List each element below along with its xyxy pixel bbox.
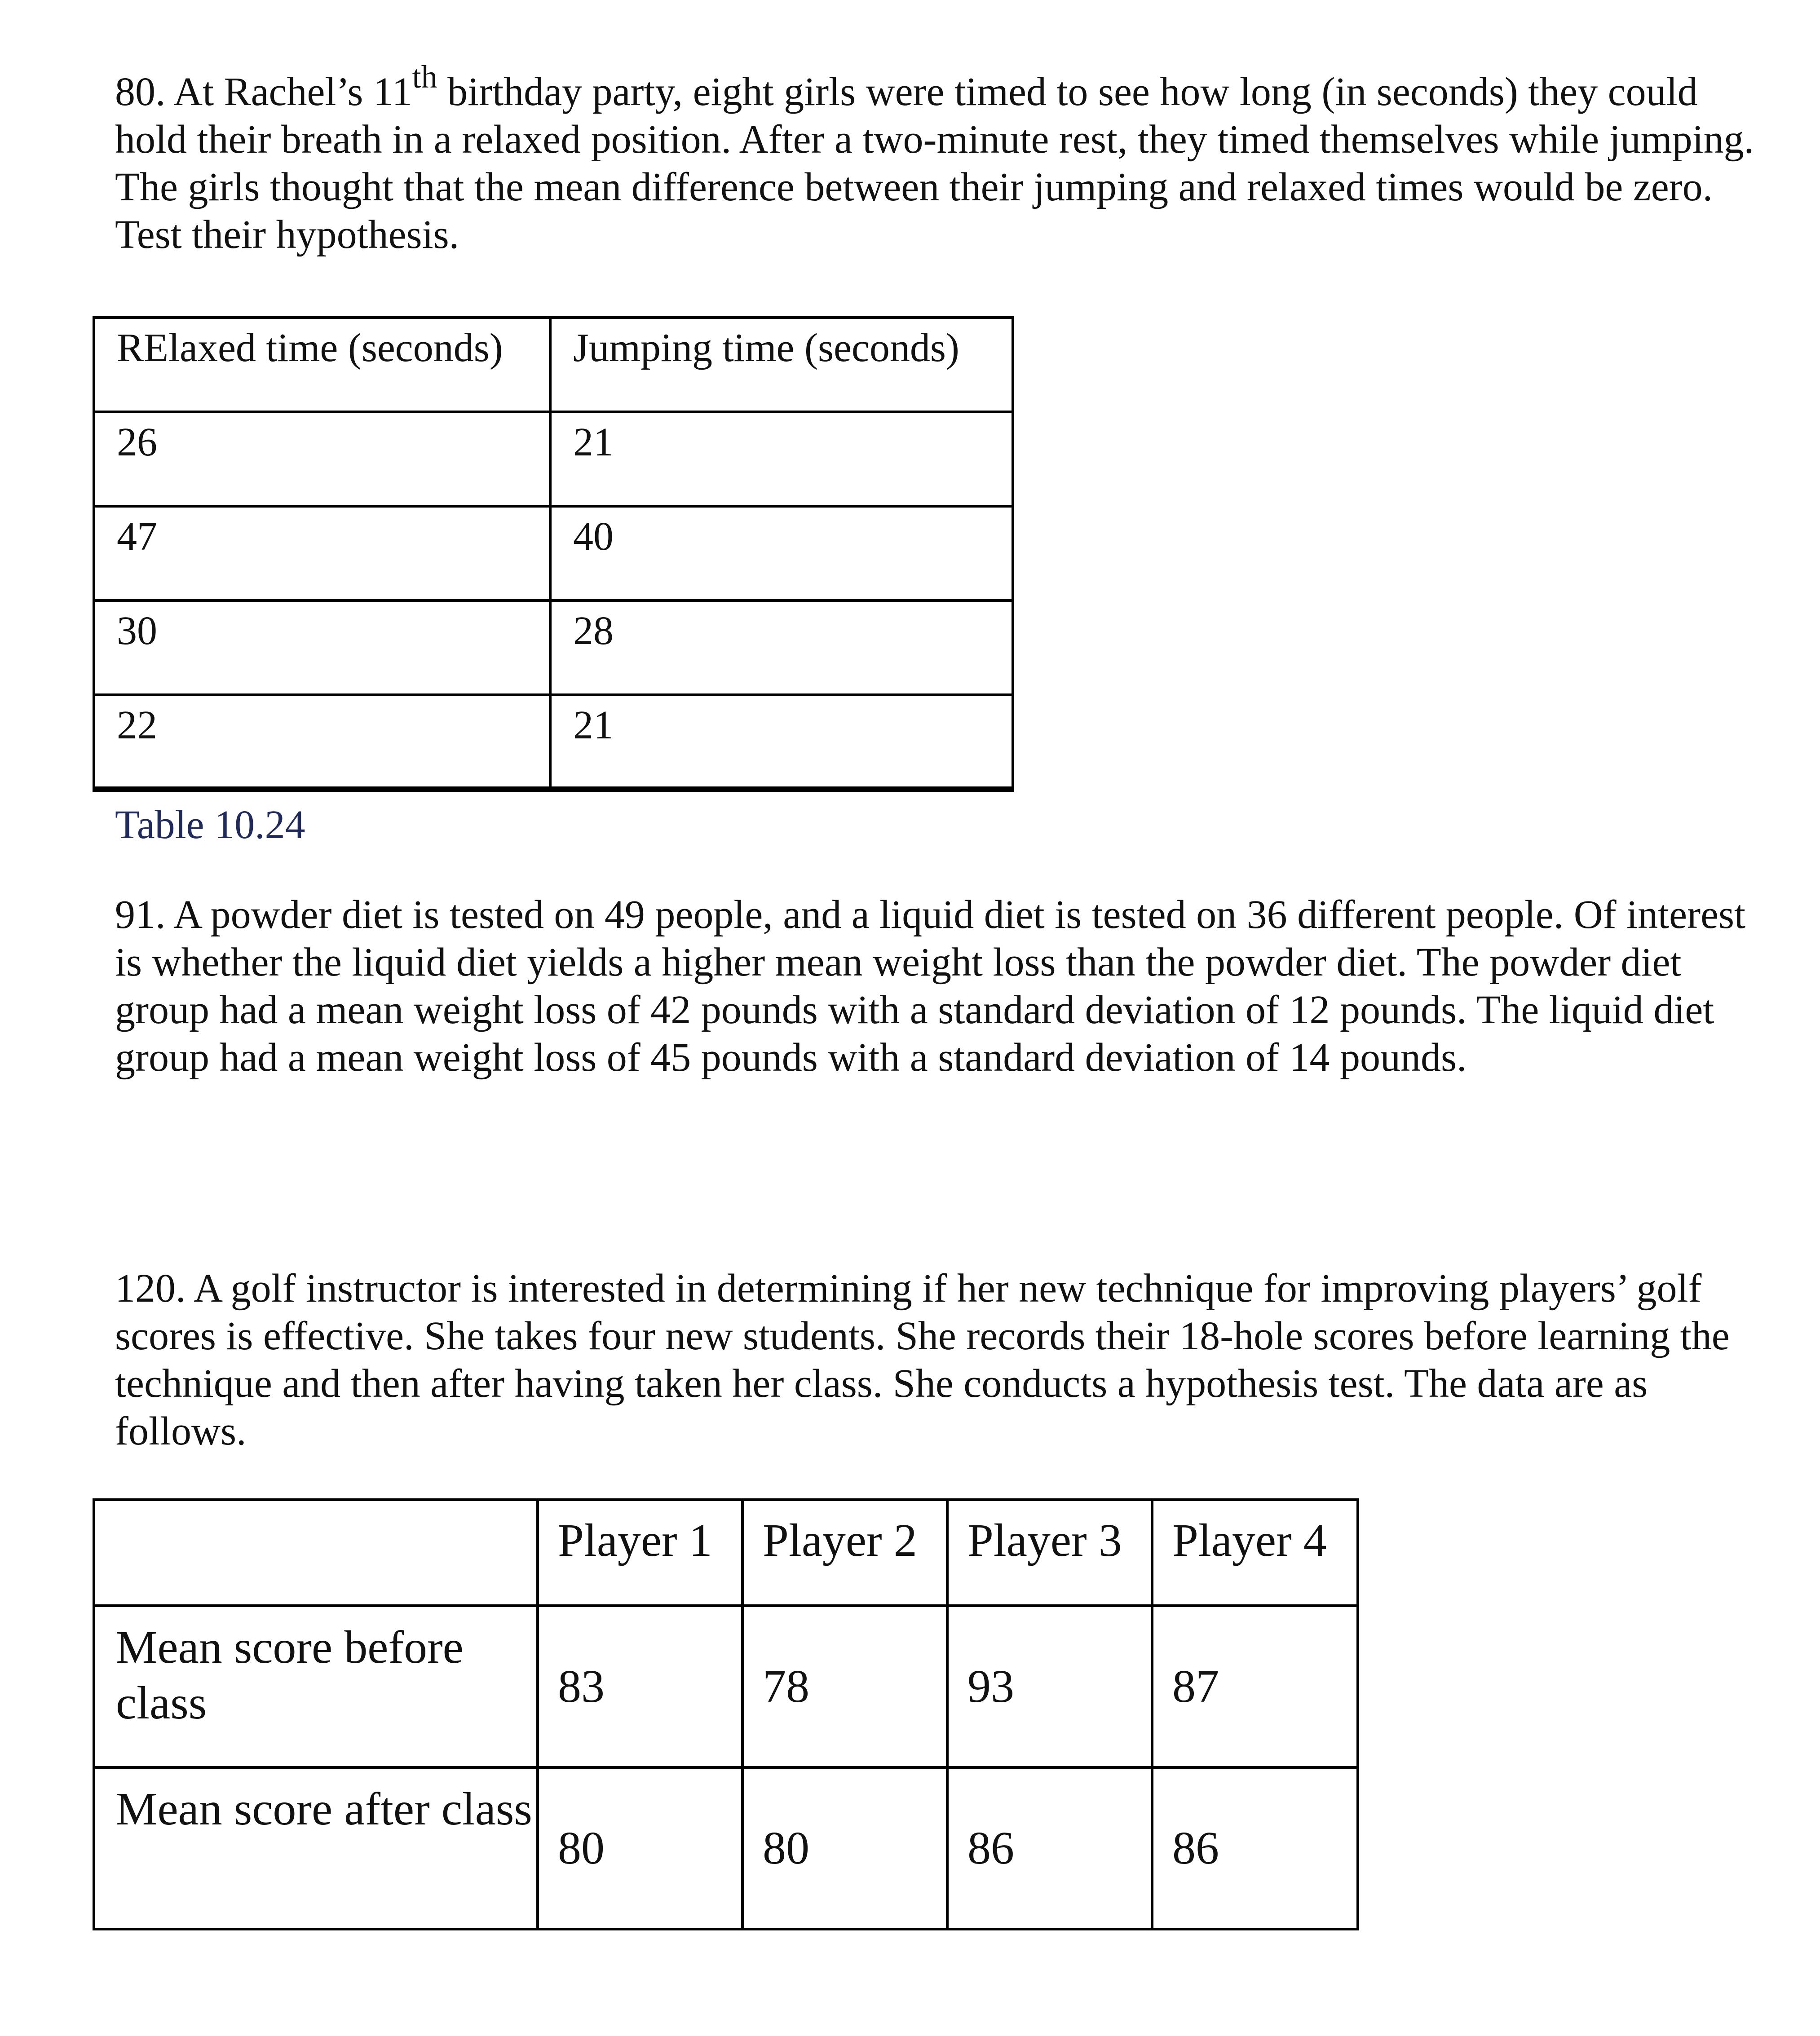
relaxed-time-cell: 30	[94, 601, 550, 695]
column-header-jumping: Jumping time (seconds)	[550, 318, 1013, 412]
column-header-player-1: Player 1	[538, 1500, 742, 1606]
score-cell: 86	[1152, 1767, 1358, 1929]
row-label-before: Mean score before class	[94, 1606, 538, 1767]
golf-scores-table	[93, 1498, 1359, 1930]
table-header-row	[94, 318, 1013, 412]
score-cell: 80	[742, 1767, 947, 1929]
question-120-text: 120. A golf instructor is interested in determining if her new technique for improving players’ golf scores is effective. She takes four new students. She records their 18-hole scores before learning the technique and then after having taken her class. She conducts a hypothesis test. The data are as follows.	[115, 1266, 1730, 1453]
jumping-time-cell: 21	[550, 412, 1013, 506]
question-80-text	[115, 59, 1777, 259]
question-80-lead: 80. At Rachel’s 11	[115, 70, 412, 114]
table-row	[94, 601, 1013, 695]
table-row	[94, 695, 1013, 789]
row-label-after: Mean score after class	[94, 1767, 538, 1929]
jumping-time-cell: 21	[550, 695, 1013, 789]
jumping-time-cell: 28	[550, 601, 1013, 695]
table-row	[94, 506, 1013, 601]
column-header-player-3: Player 3	[947, 1500, 1152, 1606]
table-caption: Table 10.24	[115, 803, 305, 847]
question-80-rest: birthday party, eight girls were timed to see how long (in seconds) they could hold their breath in a relaxed position. After a two-minute rest, they timed themselves while jumping. The girls thought that the mean difference between their jumping and relaxed times would be zero. Test their hypothesis.	[115, 70, 1754, 257]
ordinal-suffix: th	[412, 59, 437, 95]
column-header-player-2: Player 2	[742, 1500, 947, 1606]
table-corner-cell	[94, 1500, 538, 1606]
score-cell: 86	[947, 1767, 1152, 1929]
breath-hold-table	[93, 316, 1014, 792]
score-cell: 83	[538, 1606, 742, 1767]
question-91-text: 91. A powder diet is tested on 49 people, and a liquid diet is tested on 36 different people. Of interest is whether the liquid diet yields a higher mean weight loss than the powder diet. The powder diet group had a mean weight loss of 42 pounds with a standard deviation of 12 pounds. The liquid diet group had a mean weight loss of 45 pounds with a standard deviation of 14 pounds.	[115, 892, 1746, 1080]
table-header-row	[94, 1500, 1358, 1606]
table-row	[94, 412, 1013, 506]
jumping-time-cell: 40	[550, 506, 1013, 601]
table-row	[94, 1767, 1358, 1929]
score-cell: 78	[742, 1606, 947, 1767]
table-row	[94, 1606, 1358, 1767]
relaxed-time-cell: 26	[94, 412, 550, 506]
column-header-relaxed: RElaxed time (seconds)	[94, 318, 550, 412]
score-cell: 80	[538, 1767, 742, 1929]
score-cell: 93	[947, 1606, 1152, 1767]
relaxed-time-cell: 22	[94, 695, 550, 789]
score-cell: 87	[1152, 1606, 1358, 1767]
column-header-player-4: Player 4	[1152, 1500, 1358, 1606]
relaxed-time-cell: 47	[94, 506, 550, 601]
